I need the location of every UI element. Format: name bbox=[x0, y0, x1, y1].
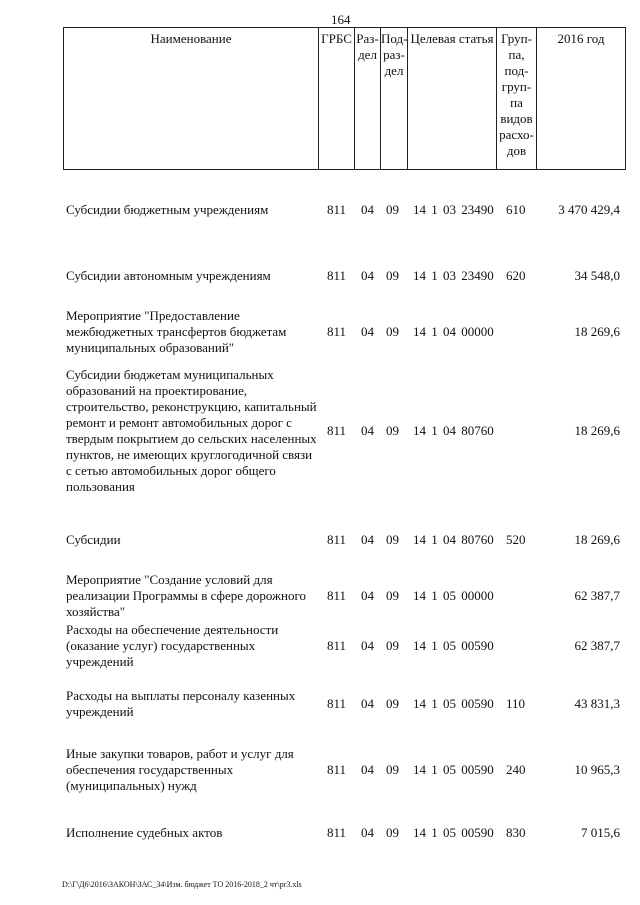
row-podrazdel: 09 bbox=[386, 324, 399, 339]
row-grbs: 811 bbox=[327, 825, 347, 840]
row-razdel: 04 bbox=[361, 638, 374, 653]
row-celevaya: 14 1 05 00590 bbox=[413, 638, 494, 653]
row-razdel: 04 bbox=[361, 762, 374, 777]
footer-file-path: D:\Г\Д6\2016\ЗАКОН\ЗАС_34\Изм. бюджет ТО 2016-2018_2 чт\pr3.xls bbox=[62, 880, 302, 889]
row-razdel: 04 bbox=[361, 268, 374, 283]
row-amount: 7 015,6 bbox=[581, 825, 620, 840]
row-amount: 43 831,3 bbox=[574, 696, 620, 711]
row-name: Расходы на выплаты персоналу казенных учреждений bbox=[66, 688, 296, 719]
row-grupa: 620 bbox=[506, 268, 526, 283]
row-celevaya: 14 1 04 80760 bbox=[413, 423, 494, 438]
row-amount: 10 965,3 bbox=[574, 762, 620, 777]
row-podrazdel: 09 bbox=[386, 762, 399, 777]
row-grupa: 110 bbox=[506, 696, 526, 711]
row-podrazdel: 09 bbox=[386, 696, 399, 711]
row-podrazdel: 09 bbox=[386, 638, 399, 653]
row-grbs: 811 bbox=[327, 532, 347, 547]
row-celevaya: 14 1 05 00590 bbox=[413, 696, 494, 711]
row-razdel: 04 bbox=[361, 532, 374, 547]
header-podrazdel: Под- раз- дел bbox=[380, 27, 407, 170]
row-razdel: 04 bbox=[361, 825, 374, 840]
row-name: Субсидии автономным учреждениям bbox=[66, 268, 271, 283]
row-amount: 34 548,0 bbox=[574, 268, 620, 283]
row-name: Расходы на обеспечение деятельности (оказание услуг) государственных учреждений bbox=[66, 622, 279, 669]
row-name: Субсидии бюджетным учреждениям bbox=[66, 202, 269, 217]
row-grbs: 811 bbox=[327, 268, 347, 283]
row-podrazdel: 09 bbox=[386, 825, 399, 840]
row-grbs: 811 bbox=[327, 696, 347, 711]
row-name: Субсидии bbox=[66, 532, 121, 547]
header-grupa: Груп- па, под- груп- па видов расхо- дов bbox=[496, 27, 536, 170]
row-razdel: 04 bbox=[361, 423, 374, 438]
row-amount: 3 470 429,4 bbox=[558, 202, 620, 217]
row-celevaya: 14 1 05 00590 bbox=[413, 762, 494, 777]
row-celevaya: 14 1 05 00590 bbox=[413, 825, 494, 840]
row-amount: 62 387,7 bbox=[574, 588, 620, 603]
page-number: 164 bbox=[331, 12, 351, 27]
row-grbs: 811 bbox=[327, 202, 347, 217]
row-name: Иные закупки товаров, работ и услуг для обеспечения государственных (муниципальных) нужд bbox=[66, 746, 294, 793]
row-name: Субсидии бюджетам муниципальных образований на проектирование, строительство, реконструкцию, капитальный ремонт и ремонт автомобильных дорог с твердым покрытием до сельских населенных пунктов, не имеющих круглогодичной связи с сетью автомобильных дорог общего пользования bbox=[66, 367, 317, 494]
row-podrazdel: 09 bbox=[386, 588, 399, 603]
row-grbs: 811 bbox=[327, 423, 347, 438]
row-amount: 18 269,6 bbox=[574, 324, 620, 339]
header-name: Наименование bbox=[63, 27, 318, 170]
row-razdel: 04 bbox=[361, 324, 374, 339]
row-grupa: 520 bbox=[506, 532, 526, 547]
row-razdel: 04 bbox=[361, 202, 374, 217]
row-razdel: 04 bbox=[361, 588, 374, 603]
row-podrazdel: 09 bbox=[386, 532, 399, 547]
row-celevaya: 14 1 04 80760 bbox=[413, 532, 494, 547]
row-razdel: 04 bbox=[361, 696, 374, 711]
row-grbs: 811 bbox=[327, 324, 347, 339]
row-celevaya: 14 1 03 23490 bbox=[413, 202, 494, 217]
row-grupa: 830 bbox=[506, 825, 526, 840]
row-name: Исполнение судебных актов bbox=[66, 825, 223, 840]
row-grbs: 811 bbox=[327, 588, 347, 603]
row-grupa: 610 bbox=[506, 202, 526, 217]
header-celevaya: Целевая статья bbox=[407, 27, 496, 170]
row-celevaya: 14 1 05 00000 bbox=[413, 588, 494, 603]
row-podrazdel: 09 bbox=[386, 202, 399, 217]
row-podrazdel: 09 bbox=[386, 268, 399, 283]
row-celevaya: 14 1 04 00000 bbox=[413, 324, 494, 339]
header-grbs: ГРБС bbox=[318, 27, 354, 170]
row-amount: 18 269,6 bbox=[574, 423, 620, 438]
header-razdel: Раз- дел bbox=[354, 27, 380, 170]
row-podrazdel: 09 bbox=[386, 423, 399, 438]
row-amount: 18 269,6 bbox=[574, 532, 620, 547]
row-celevaya: 14 1 03 23490 bbox=[413, 268, 494, 283]
row-grbs: 811 bbox=[327, 638, 347, 653]
row-name: Мероприятие "Создание условий для реализации Программы в сфере дорожного хозяйства" bbox=[66, 572, 306, 619]
header-year: 2016 год bbox=[536, 27, 626, 170]
row-grupa: 240 bbox=[506, 762, 526, 777]
row-name: Мероприятие "Предоставление межбюджетных трансфертов бюджетам муниципальных образований" bbox=[66, 308, 287, 355]
row-grbs: 811 bbox=[327, 762, 347, 777]
row-amount: 62 387,7 bbox=[574, 638, 620, 653]
